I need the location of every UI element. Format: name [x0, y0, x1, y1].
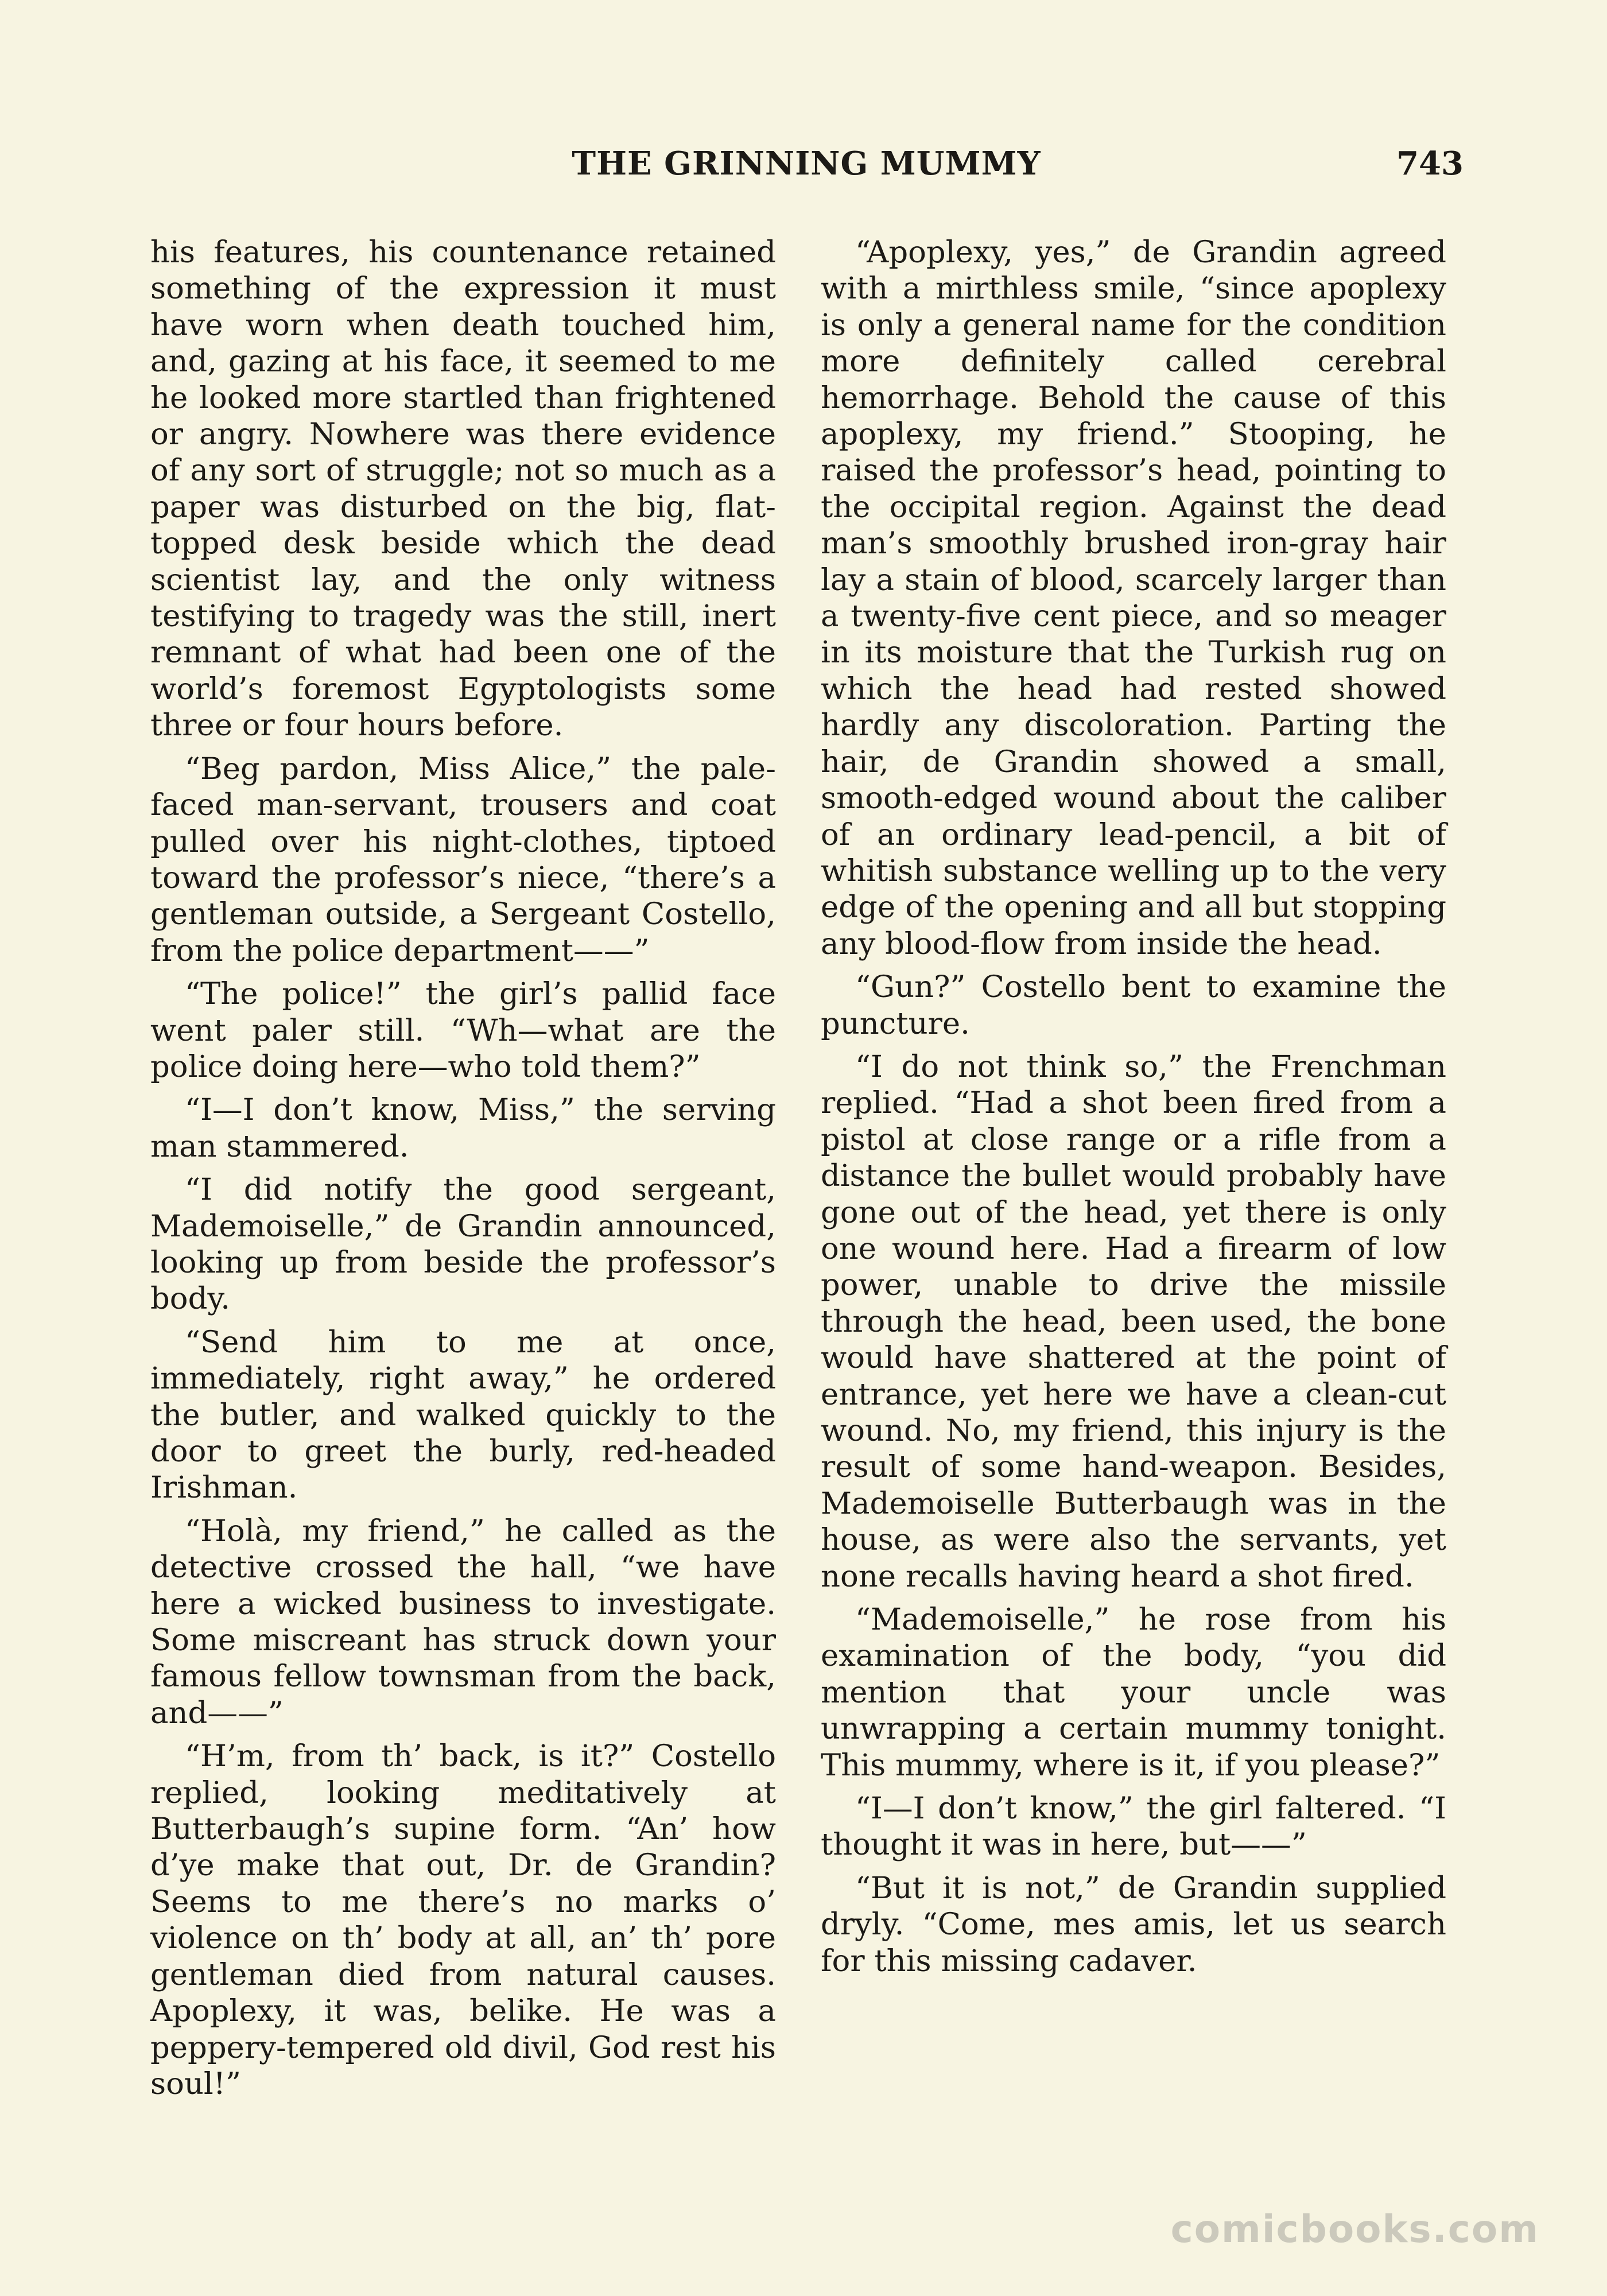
paragraph: “Apoplexy, yes,” de Grandin agreed with a mirthless smile, “since apoplexy is only a general name for the condition more definitely called cerebral hemorrhage. Behold the cause of this apoplexy, my friend.” Stooping, he raised the professor’s head, pointing to the occipital region. Against the dead man’s smoothly brushed iron-gray hair lay a stain of blood, scarcely larger than a twenty-five cent piece, and so meager in its moisture that the Turkish rug on which the head had rested showed hardly any discoloration. Parting the hair, de Grandin showed a small, smooth-edged wound about the caliber of an ordinary lead-pencil, a bit of whitish substance welling up to the very edge of the opening and all but stopping any blood-flow from inside the head. [821, 235, 1446, 961]
paragraph: “Gun?” Costello bent to examine the puncture. [821, 969, 1446, 1041]
page-number: 743 [1396, 145, 1464, 183]
right-column [821, 234, 1446, 1986]
site-watermark: comicbooks.com [1170, 2207, 1539, 2251]
running-title: THE GRINNING MUMMY [572, 145, 1041, 183]
paragraph: “Send him to me at once, immediately, right away,” he ordered the butler, and walked quickly to the door to greet the burly, red-headed Irishman. [150, 1324, 776, 1506]
paragraph: “I—I don’t know, Miss,” the serving man stammered. [150, 1092, 776, 1164]
paragraph: “H’m, from th’ back, is it?” Costello replied, looking meditatively at Butterbaugh’s supine form. “An’ how d’ye make that out, Dr. de Grandin? Seems to me there’s no marks o’ violence on th’ body at all, an’ th’ pore gentleman died from natural causes. Apoplexy, it was, belike. He was a peppery-tempered old divil, God rest his soul!” [150, 1739, 776, 2101]
paragraph: “Beg pardon, Miss Alice,” the pale-faced man-servant, trousers and coat pulled over his night-clothes, tiptoed toward the professor’s niece, “there’s a gentleman outside, a Sergeant Costello, from the police department——” [150, 751, 776, 968]
left-column [150, 234, 776, 2109]
paragraph: “Mademoiselle,” he rose from his examination of the body, “you did mention that your uncle was unwrapping a certain mummy tonight. This mummy, where is it, if you please?” [821, 1602, 1446, 1783]
running-head [149, 145, 1464, 191]
paragraph: “I—I don’t know,” the girl faltered. “I thought it was in here, but——” [821, 1791, 1446, 1863]
paragraph: “I do not think so,” the Frenchman replied. “Had a shot been fired from a pistol at close range or a rifle from a distance the bullet would probably have gone out of the head, yet there is only one wound here. Had a firearm of low power, unable to drive the missile through the head, been used, the bone would have shattered at the point of entrance, yet here we have a clean-cut wound. No, my friend, this injury is the result of some hand-weapon. Besides, Mademoiselle Butterbaugh was in the house, as were also the servants, yet none recalls having heard a shot fired. [821, 1049, 1446, 1594]
paragraph: “But it is not,” de Grandin supplied dryly. “Come, mes amis, let us search for this missing cadaver. [821, 1870, 1446, 1979]
paragraph: “Holà, my friend,” he called as the detective crossed the hall, “we have here a wicked business to investigate. Some miscreant has struck down your famous fellow townsman from the back, and——” [150, 1513, 776, 1731]
paragraph: “The police!” the girl’s pallid face went paler still. “Wh—what are the police doing here—who told them?” [150, 976, 776, 1084]
paragraph: his features, his countenance retained something of the expression it must have worn when death touched him, and, gazing at his face, it seemed to me he looked more startled than frightened or angry. Nowhere was there evidence of any sort of struggle; not so much as a paper was disturbed on the big, flat-topped desk beside which the dead scientist lay, and the only witness testifying to tragedy was the still, inert remnant of what had been one of the world’s foremost Egyptologists some three or four hours before. [150, 235, 776, 743]
paragraph: “I did notify the good sergeant, Mademoiselle,” de Grandin announced, looking up from beside the professor’s body. [150, 1172, 776, 1317]
